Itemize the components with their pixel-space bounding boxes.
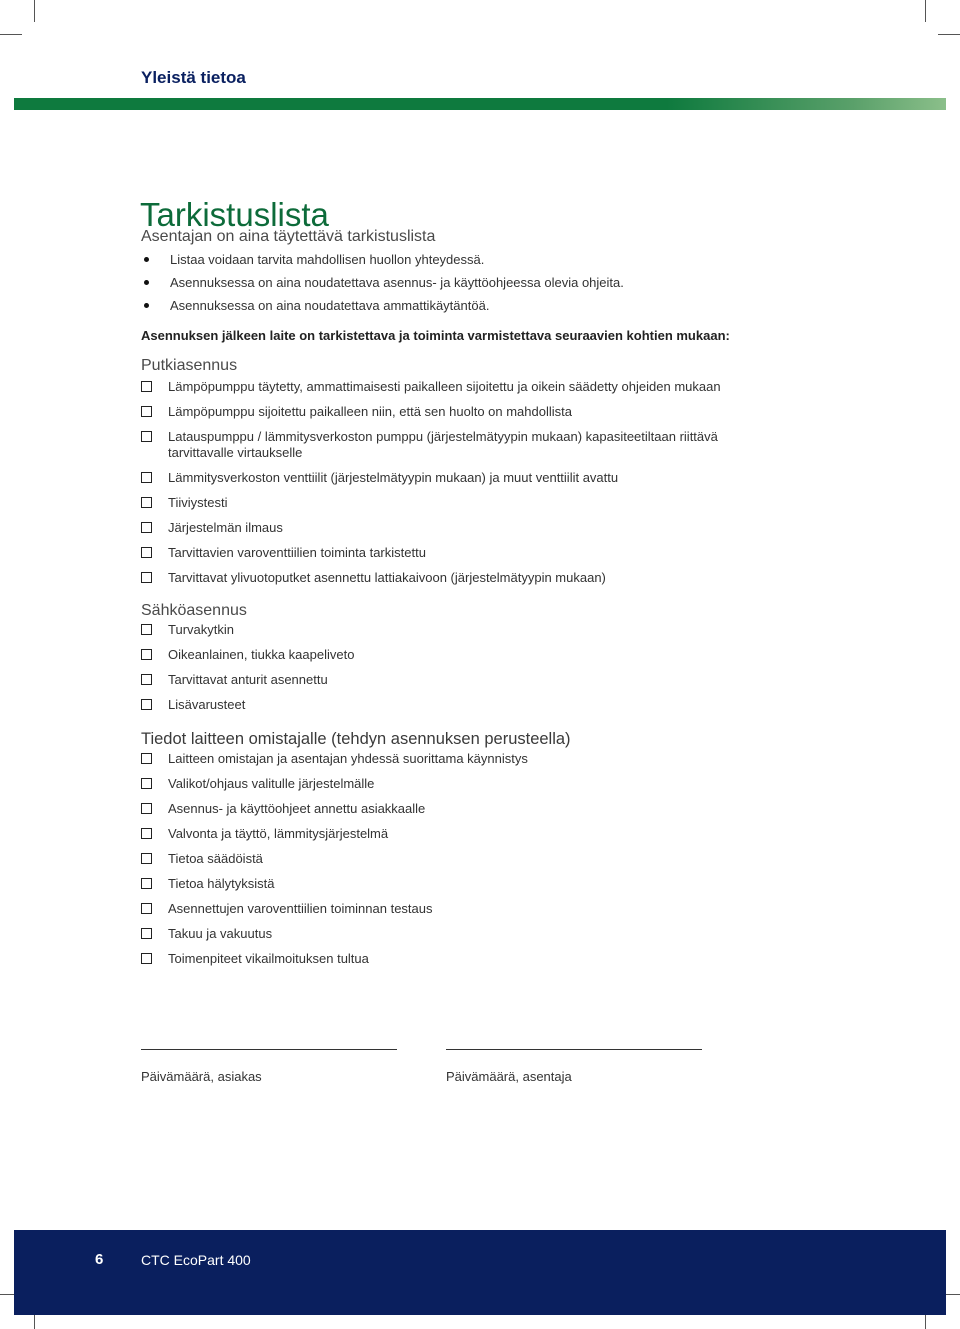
checklist-item-label: Turvakytkin xyxy=(168,622,234,637)
checkbox[interactable] xyxy=(141,431,152,442)
checkbox[interactable] xyxy=(141,649,152,660)
crop-mark xyxy=(925,0,926,22)
checklist-item xyxy=(141,951,901,967)
checklist-item-label: Lämpöpumppu täytetty, ammattimaisesti paikalleen sijoitettu ja oikein säädetty ohjeiden mukaan xyxy=(168,379,721,394)
checklist-item-label: Asennettujen varoventtiilien toiminnan testaus xyxy=(168,901,433,916)
checklist-item xyxy=(141,647,901,663)
crop-mark xyxy=(0,34,22,35)
checklist-item xyxy=(141,545,901,561)
intro-bullets xyxy=(141,248,901,317)
bullet-item: Asennuksessa on aina noudatettava ammattikäytäntöä. xyxy=(141,294,901,317)
checklist-item xyxy=(141,404,901,420)
checklist-item xyxy=(141,851,901,867)
checkbox[interactable] xyxy=(141,903,152,914)
checkbox[interactable] xyxy=(141,878,152,889)
bullet-item: Asennuksessa on aina noudatettava asennus- ja käyttöohjeessa olevia ohjeita. xyxy=(141,271,901,294)
signature-line-customer[interactable] xyxy=(141,1049,397,1050)
checkbox[interactable] xyxy=(141,547,152,558)
checkbox[interactable] xyxy=(141,624,152,635)
checklist-item-label: Laitteen omistajan ja asentajan yhdessä suorittama käynnistys xyxy=(168,751,528,766)
checklist-item xyxy=(141,826,901,842)
checkbox[interactable] xyxy=(141,674,152,685)
checklist-item xyxy=(141,495,901,511)
checklist-sahkoasennus xyxy=(141,622,901,713)
crop-mark xyxy=(938,34,960,35)
checklist-item-label: Valvonta ja täyttö, lämmitysjärjestelmä xyxy=(168,826,389,841)
checklist-item-label: Tarvittavat anturit asennettu xyxy=(168,672,328,687)
checklist-item xyxy=(141,622,901,638)
page-number: 6 xyxy=(95,1251,104,1268)
signature-label-installer: Päivämäärä, asentaja xyxy=(446,1069,572,1084)
checklist-item xyxy=(141,697,901,713)
checklist-item-label: Tietoa hälytyksistä xyxy=(168,876,275,891)
checklist-putkiasennus xyxy=(141,379,901,586)
checklist-item-label: Oikeanlainen, tiukka kaapeliveto xyxy=(168,647,355,662)
checklist-item-label: Tiiviystesti xyxy=(168,495,228,510)
checklist-item-label: Lämmitysverkoston venttiilit (järjestelmätyypin mukaan) ja muut venttiilit avattu xyxy=(168,470,619,485)
signature-label-customer: Päivämäärä, asiakas xyxy=(141,1069,262,1084)
checkbox[interactable] xyxy=(141,522,152,533)
checklist-item-label: Tarvittavien varoventtiilien toiminta tarkistettu xyxy=(168,545,426,560)
checkbox[interactable] xyxy=(141,753,152,764)
checklist-item xyxy=(141,672,901,688)
checklist-item-label: Asennus- ja käyttöohjeet annettu asiakkaalle xyxy=(168,801,426,816)
checkbox[interactable] xyxy=(141,778,152,789)
checkbox[interactable] xyxy=(141,853,152,864)
signature-line-installer[interactable] xyxy=(446,1049,702,1050)
checkbox[interactable] xyxy=(141,928,152,939)
checklist-item xyxy=(141,470,901,486)
checklist-item xyxy=(141,926,901,942)
bullet-item: Listaa voidaan tarvita mahdollisen huollon yhteydessä. xyxy=(141,248,901,271)
footer-bar xyxy=(14,1230,946,1315)
checklist-item xyxy=(141,429,728,461)
checklist-item-label: Lämpöpumppu sijoitettu paikalleen niin, että sen huolto on mahdollista xyxy=(168,404,572,419)
checklist-item xyxy=(141,876,901,892)
checklist-tiedot xyxy=(141,751,901,967)
section-heading-tiedot: Tiedot laitteen omistajalle (tehdyn asennuksen perusteella) xyxy=(141,730,571,748)
section-heading-sahkoasennus: Sähköasennus xyxy=(141,602,247,619)
checklist-item xyxy=(141,751,901,767)
checklist-item-label: Latauspumppu / lämmitysverkoston pumppu (järjestelmätyypin mukaan) kapasiteetiltaan riittävä tarvittavalle virtaukselle xyxy=(168,429,718,460)
checklist-item-label: Järjestelmän ilmaus xyxy=(168,520,283,535)
instruction-text: Asennuksen jälkeen laite on tarkistettava ja toiminta varmistettava seuraavien kohtien mukaan: xyxy=(141,328,730,343)
checkbox[interactable] xyxy=(141,699,152,710)
checklist-item-label: Toimenpiteet vikailmoituksen tultua xyxy=(168,951,369,966)
checklist-item-label: Valikot/ohjaus valitulle järjestelmälle xyxy=(168,776,375,791)
intro-heading: Asentajan on aina täytettävä tarkistuslista xyxy=(141,228,436,245)
page-title: Tarkistuslista xyxy=(140,196,329,234)
checklist-item-label: Tietoa säädöistä xyxy=(168,851,263,866)
checkbox[interactable] xyxy=(141,472,152,483)
section-heading-putkiasennus: Putkiasennus xyxy=(141,357,238,374)
checkbox[interactable] xyxy=(141,572,152,583)
checklist-item xyxy=(141,901,901,917)
checkbox[interactable] xyxy=(141,406,152,417)
checkbox[interactable] xyxy=(141,828,152,839)
checklist-item-label: Takuu ja vakuutus xyxy=(168,926,273,941)
checkbox[interactable] xyxy=(141,497,152,508)
checklist-item-label: Tarvittavat ylivuotoputket asennettu lattiakaivoon (järjestelmätyypin mukaan) xyxy=(168,570,606,585)
checklist-item-label: Lisävarusteet xyxy=(168,697,246,712)
section-title: Yleistä tietoa xyxy=(141,68,246,87)
checkbox[interactable] xyxy=(141,953,152,964)
checklist-item xyxy=(141,801,901,817)
crop-mark xyxy=(34,0,35,22)
checklist-item xyxy=(141,520,901,536)
checkbox[interactable] xyxy=(141,803,152,814)
checklist-item xyxy=(141,776,901,792)
checkbox[interactable] xyxy=(141,381,152,392)
checklist-item xyxy=(141,379,901,395)
header-bar xyxy=(14,98,946,110)
checklist-content xyxy=(141,226,901,976)
checklist-item xyxy=(141,570,901,586)
product-name: CTC EcoPart 400 xyxy=(141,1252,251,1268)
